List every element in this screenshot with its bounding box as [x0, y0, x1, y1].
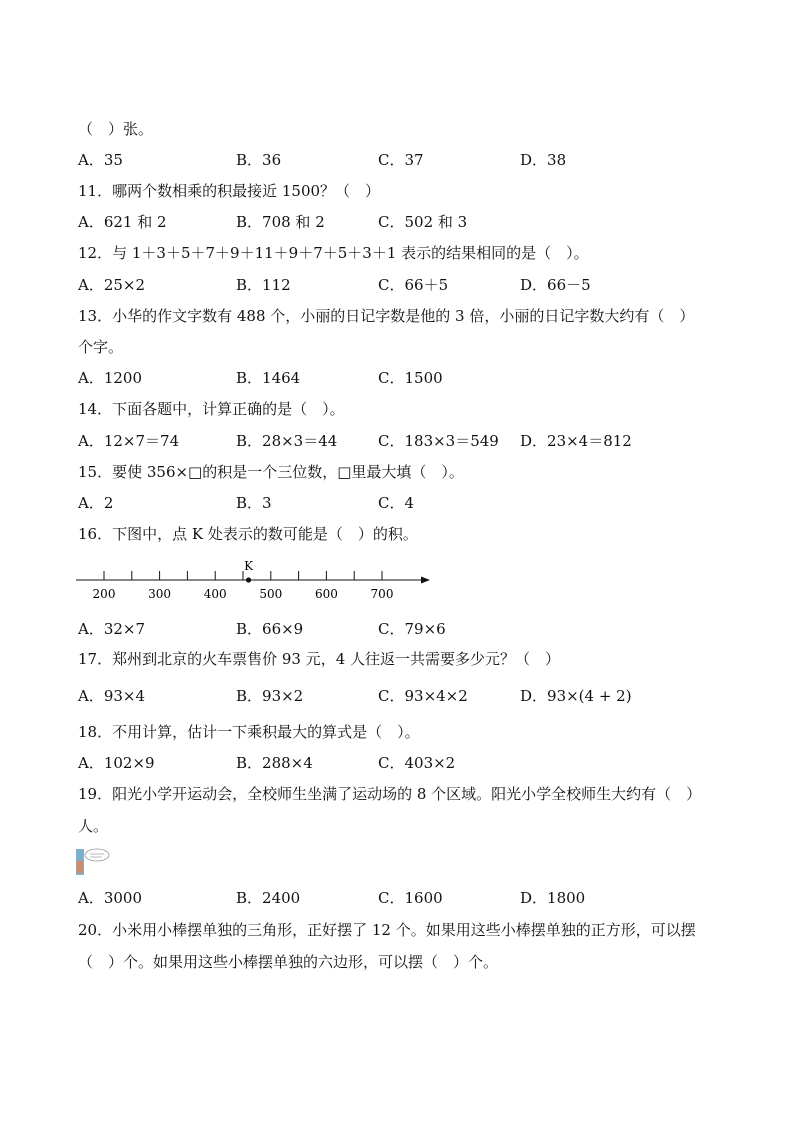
q11-options	[78, 212, 718, 232]
number-line-label-400: 400	[203, 587, 227, 601]
q17-stem: 17．郑州到北京的火车票售价 93 元，4 人往返一共需要多少元？（ ）	[78, 650, 561, 668]
q17-option-d[interactable]: D．93×(4 + 2)	[520, 687, 632, 705]
q19-stem-line2: 人。	[78, 817, 109, 835]
q19-option-d[interactable]: D．1800	[520, 889, 586, 907]
q16-option-c[interactable]: C．79×6	[378, 620, 446, 638]
q11-option-c[interactable]: C．502 和 3	[378, 213, 468, 231]
q18-options	[78, 753, 718, 773]
q19-option-c[interactable]: C．1600	[378, 889, 443, 907]
q12-option-d[interactable]: D．66－5	[520, 276, 591, 294]
q14-option-c[interactable]: C．183×3＝549	[378, 432, 499, 450]
point-k-marker	[246, 577, 251, 582]
q10-option-b[interactable]: B．36	[236, 151, 282, 169]
stadium-illustration	[76, 847, 110, 875]
q13-option-c[interactable]: C．1500	[378, 369, 443, 387]
number-line-arrow	[421, 577, 430, 584]
q14-option-b[interactable]: B．28×3＝44	[236, 432, 338, 450]
q13-option-a[interactable]: A．1200	[78, 369, 143, 387]
q12-option-c[interactable]: C．66＋5	[378, 276, 449, 294]
q10-option-d[interactable]: D．38	[520, 151, 567, 169]
q15-option-c[interactable]: C．4	[378, 494, 415, 512]
q10-option-a[interactable]: A．35	[78, 151, 123, 169]
q13-options	[78, 368, 718, 388]
q12-options	[78, 275, 718, 295]
q19-option-a[interactable]: A．3000	[78, 889, 143, 907]
q18-option-c[interactable]: C．403×2	[378, 754, 456, 772]
q14-option-d[interactable]: D．23×4＝812	[520, 432, 632, 450]
q10-stem-continuation: （ ）张。	[78, 120, 154, 138]
q15-option-b[interactable]: B．3	[236, 494, 272, 512]
q17-option-a[interactable]: A．93×4	[78, 687, 146, 705]
q18-option-b[interactable]: B．288×4	[236, 754, 313, 772]
q19-options	[78, 888, 718, 908]
q17-option-b[interactable]: B．93×2	[236, 687, 304, 705]
q13-stem: 13．小华的作文字数有 488 个，小丽的日记字数是他的 3 倍，小丽的日记字数大约有（ ）	[78, 307, 695, 325]
q15-options	[78, 493, 718, 513]
q11-option-a[interactable]: A．621 和 2	[78, 213, 167, 231]
q19-stem: 19．阳光小学开运动会，全校师生坐满了运动场的 8 个区域。阳光小学全校师生大约有（ ）	[78, 785, 702, 803]
q10-options	[78, 150, 718, 170]
number-line-label-600: 600	[314, 587, 338, 601]
q17-options	[78, 686, 718, 706]
q18-option-a[interactable]: A．102×9	[78, 754, 155, 772]
q12-option-b[interactable]: B．112	[236, 276, 291, 294]
q18-stem: 18．不用计算，估计一下乘积最大的算式是（ ）。	[78, 723, 420, 741]
q12-stem: 12．与 1＋3＋5＋7＋9＋11＋9＋7＋5＋3＋1 表示的结果相同的是（ ）。	[78, 244, 589, 262]
point-k-label: K	[244, 560, 254, 573]
q20-stem: 20．小米用小棒摆单独的三角形，正好摆了 12 个。如果用这些小棒摆单独的正方形，可以摆	[78, 921, 696, 939]
number-line-figure	[74, 560, 434, 604]
number-line-label-700: 700	[370, 587, 394, 601]
q13-option-b[interactable]: B．1464	[236, 369, 301, 387]
number-line-label-300: 300	[148, 587, 172, 601]
q16-option-b[interactable]: B．66×9	[236, 620, 304, 638]
q16-stem: 16．下图中，点 K 处表示的数可能是（ ）的积。	[78, 525, 418, 543]
speech-bubble-icon	[85, 849, 109, 861]
q11-stem: 11．哪两个数相乘的积最接近 1500？（ ）	[78, 182, 381, 200]
q11-option-b[interactable]: B．708 和 2	[236, 213, 325, 231]
q12-option-a[interactable]: A．25×2	[78, 276, 146, 294]
q16-option-a[interactable]: A．32×7	[78, 620, 146, 638]
q14-options	[78, 431, 718, 451]
q10-option-c[interactable]: C．37	[378, 151, 424, 169]
q15-option-a[interactable]: A．2	[78, 494, 114, 512]
q19-option-b[interactable]: B．2400	[236, 889, 301, 907]
number-line-label-200: 200	[92, 587, 116, 601]
q14-option-a[interactable]: A．12×7＝74	[78, 432, 180, 450]
q17-option-c[interactable]: C．93×4×2	[378, 687, 468, 705]
q16-options	[78, 619, 718, 639]
q14-stem: 14．下面各题中，计算正确的是（ ）。	[78, 400, 345, 418]
q15-stem: 15．要使 356×□的积是一个三位数，□里最大填（ ）。	[78, 463, 464, 481]
q20-stem-line2: （ ）个。如果用这些小棒摆单独的六边形，可以摆（ ）个。	[78, 953, 499, 971]
number-line-label-500: 500	[259, 587, 283, 601]
q13-stem-line2: 个字。	[78, 338, 124, 356]
